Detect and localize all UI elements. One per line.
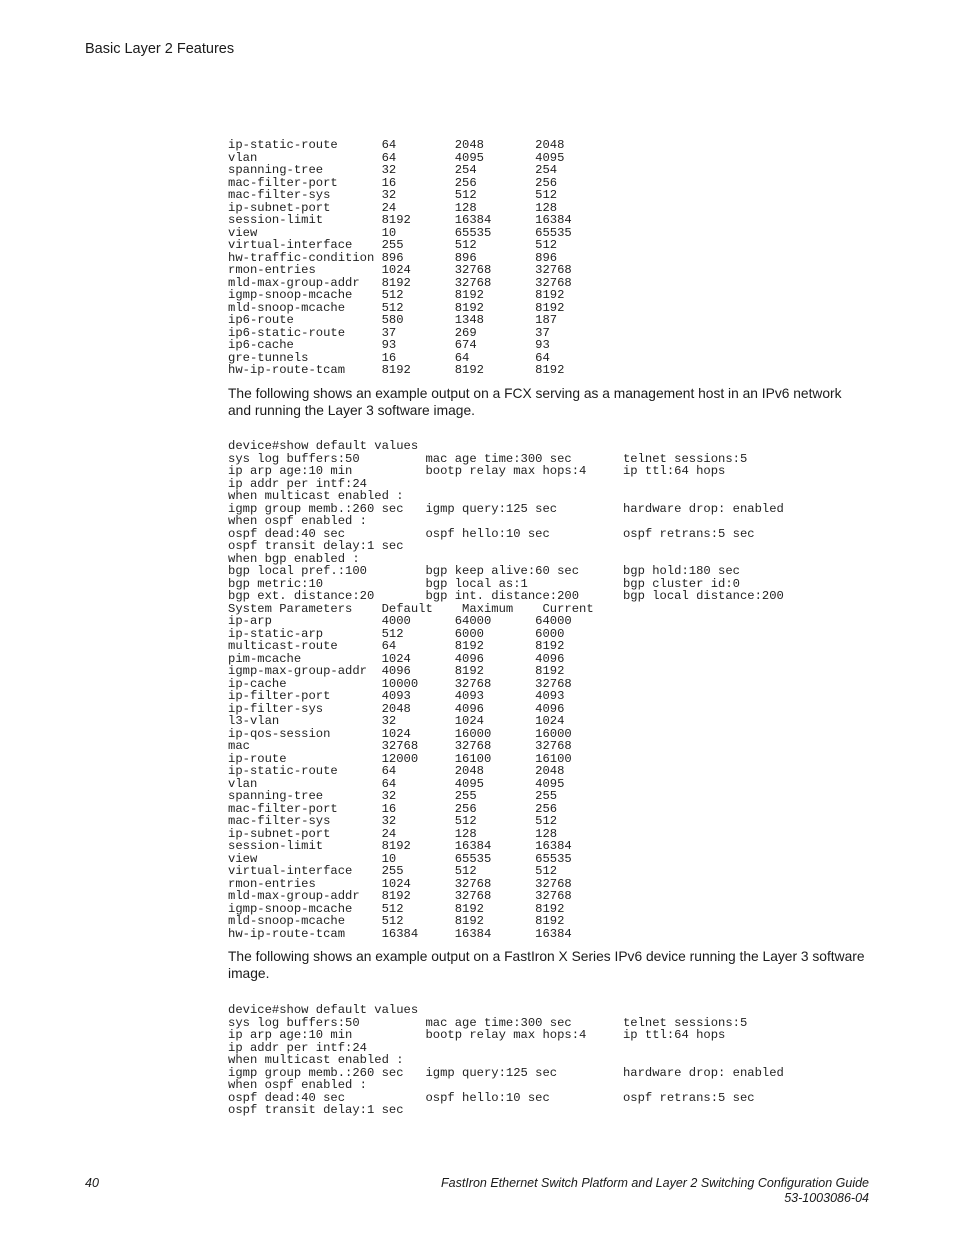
paragraph-fcx-example: The following shows an example output on a FCX serving as a management host in an IPv6 network and running the Layer 3 software image. [228,386,842,418]
code-block-fcx-default-values: device#show default values sys log buffers:50 mac age time:300 sec telnet sessions:5 ip arp age:10 min bootp relay max hops:4 ip ttl:64 hops ip addr per intf:24 when multicast enabled : igmp group memb.:260 sec igmp query:125 sec hardware drop: enabled when ospf enabled : ospf dead:40 sec ospf hello:10 sec ospf retrans:5 sec ospf transit delay:1 sec when bgp enabled : bgp local pref.:100 bgp keep alive:60 sec bgp hold:180 sec bgp metric:10 bgp local as:1 bgp cluster id:0 bgp ext. distance:20 bgp int. distance:200 bgp local distance:200 System Parameters Default Maximum Current ip-arp 4000 64000 64000 ip-static-arp 512 6000 6000 multicast-route 64 8192 8192 pim-mcache 1024 4096 4096 igmp-max-group-addr 4096 8192 8192 ip-cache 10000 32768 32768 ip-filter-port 4093 4093 4093 ip-filter-sys 2048 4096 4096 l3-vlan 32 1024 1024 ip-qos-session 1024 16000 16000 mac 32768 32768 32768 ip-route 12000 16100 16100 ip-static-route 64 2048 2048 vlan 64 4095 4095 spanning-tree 32 255 255 mac-filter-port 16 256 256 mac-filter-sys 32 512 512 ip-subnet-port 24 128 128 session-limit 8192 16384 16384 view 10 65535 65535 virtual-interface 255 512 512 rmon-entries 1024 32768 32768 mld-max-group-addr 8192 32768 32768 igmp-snoop-mcache 512 8192 8192 mld-snoop-mcache 512 8192 8192 hw-ip-route-tcam 16384 16384 16384 [228,439,784,941]
page-number: 40 [85,1176,99,1190]
footer-doc-info [441,1176,869,1206]
code-block-resource-table: ip-static-route 64 2048 2048 vlan 64 4095 4095 spanning-tree 32 254 254 mac-filter-port 16 256 256 mac-filter-sys 32 512 512 ip-subnet-port 24 128 128 session-limit 8192 16384 16384 view 10 65535 65535 virtual-interface 255 512 512 hw-traffic-condition 896 896 896 rmon-entries 1024 32768 32768 mld-max-group-addr 8192 32768 32768 igmp-snoop-mcache 512 8192 8192 mld-snoop-mcache 512 8192 8192 ip6-route 580 1348 187 ip6-static-route 37 269 37 ip6-cache 93 674 93 gre-tunnels 16 64 64 hw-ip-route-tcam 8192 8192 8192 [228,138,572,377]
paragraph-fastiron-x-example: The following shows an example output on a FastIron X Series IPv6 device running the Layer 3 software image. [228,949,865,981]
footer-doc-number: 53-1003086-04 [784,1191,869,1205]
footer-doc-title: FastIron Ethernet Switch Platform and Layer 2 Switching Configuration Guide [441,1176,869,1190]
section-header: Basic Layer 2 Features [85,41,235,57]
code-block-fastiron-x-default-values: device#show default values sys log buffers:50 mac age time:300 sec telnet sessions:5 ip arp age:10 min bootp relay max hops:4 ip ttl:64 hops ip addr per intf:24 when multicast enabled : igmp group memb.:260 sec igmp query:125 sec hardware drop: enabled when ospf enabled : ospf dead:40 sec ospf hello:10 sec ospf retrans:5 sec ospf transit delay:1 sec [228,1003,784,1117]
